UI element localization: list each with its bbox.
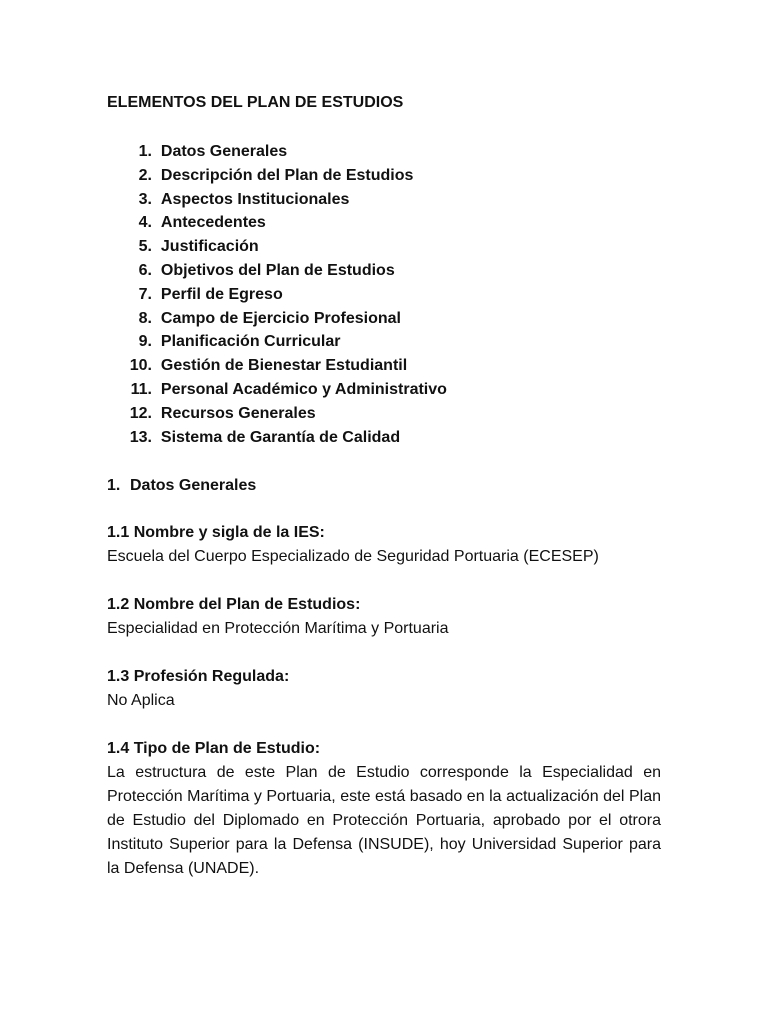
toc-item-label: Aspectos Institucionales (160, 190, 350, 208)
toc-item (107, 307, 661, 331)
subsection-paragraph: La estructura de este Plan de Estudio corresponde la Especialidad en Protección Marítima y Portuaria, este está basado en la actualización del Plan de Estudio del Diplomado en Protección Portuaria, aprobado por el otrora Instituto Superior para la Defensa (INSUDE), hoy Universidad Superior para la Defensa (UNADE). (107, 764, 661, 878)
subsection-plan-name (107, 593, 661, 641)
toc-item-label: Descripción del Plan de Estudios (160, 166, 414, 184)
subsection-heading: 1.3 Profesión Regulada: (107, 668, 290, 686)
toc-item-label: Objetivos del Plan de Estudios (160, 261, 395, 279)
document-title: ELEMENTOS DEL PLAN DE ESTUDIOS (107, 94, 404, 111)
toc-item (107, 330, 661, 354)
toc-item-label: Personal Académico y Administrativo (160, 380, 447, 398)
toc-item-label: Planificación Curricular (160, 333, 341, 351)
toc-item (107, 164, 661, 188)
toc-item-label: Datos Generales (160, 143, 288, 160)
toc-item-number: 11. (130, 380, 152, 398)
subsection-text: No Aplica (107, 692, 175, 710)
toc-item (107, 235, 661, 259)
toc-item-number: 8. (138, 309, 152, 327)
document-page (107, 92, 661, 905)
toc-item (107, 402, 661, 426)
toc-item-number: 3. (138, 190, 152, 208)
toc-item-number: 13. (129, 428, 152, 446)
toc-item-number: 1. (138, 143, 152, 160)
toc-item-label: Perfil de Egreso (160, 285, 283, 303)
toc-item-label: Recursos Generales (160, 404, 316, 422)
subsection-heading: 1.2 Nombre del Plan de Estudios: (107, 596, 361, 614)
toc-item-label: Gestión de Bienestar Estudiantil (160, 357, 408, 375)
toc-item-label: Justificación (160, 238, 259, 256)
toc-item (107, 259, 661, 283)
toc-item (107, 188, 661, 212)
toc-item-label: Sistema de Garantía de Calidad (160, 428, 401, 446)
toc-item (107, 140, 661, 164)
toc-item-number: 4. (138, 214, 152, 232)
toc-item (107, 283, 661, 307)
subsection-text: Especialidad en Protección Marítima y Portuaria (107, 620, 449, 638)
subsection-plan-type (107, 737, 661, 881)
toc-item-label: Campo de Ejercicio Profesional (160, 309, 401, 327)
toc-item-number: 5. (138, 238, 152, 256)
toc-item (107, 211, 661, 235)
toc-item-number: 10. (129, 357, 152, 375)
toc-item-number: 12. (129, 404, 152, 422)
section-heading (107, 475, 661, 497)
section-number: 1. (107, 477, 121, 495)
subsection-heading: 1.1 Nombre y sigla de la IES: (107, 524, 325, 542)
toc-item-number: 7. (138, 285, 152, 303)
toc-item-number: 6. (138, 261, 152, 279)
section-title: Datos Generales (130, 477, 257, 495)
toc-item (107, 354, 661, 378)
toc-item (107, 378, 661, 402)
toc-item-number: 2. (138, 166, 152, 184)
table-of-contents (107, 140, 661, 449)
subsection-ies-name (107, 521, 661, 569)
subsection-regulated-profession (107, 665, 661, 713)
subsection-text: Escuela del Cuerpo Especializado de Seguridad Portuaria (ECESEP) (107, 548, 599, 566)
toc-item-label: Antecedentes (160, 214, 266, 232)
subsection-heading: 1.4 Tipo de Plan de Estudio: (107, 740, 321, 758)
toc-item-number: 9. (138, 333, 152, 351)
toc-item (107, 426, 661, 450)
